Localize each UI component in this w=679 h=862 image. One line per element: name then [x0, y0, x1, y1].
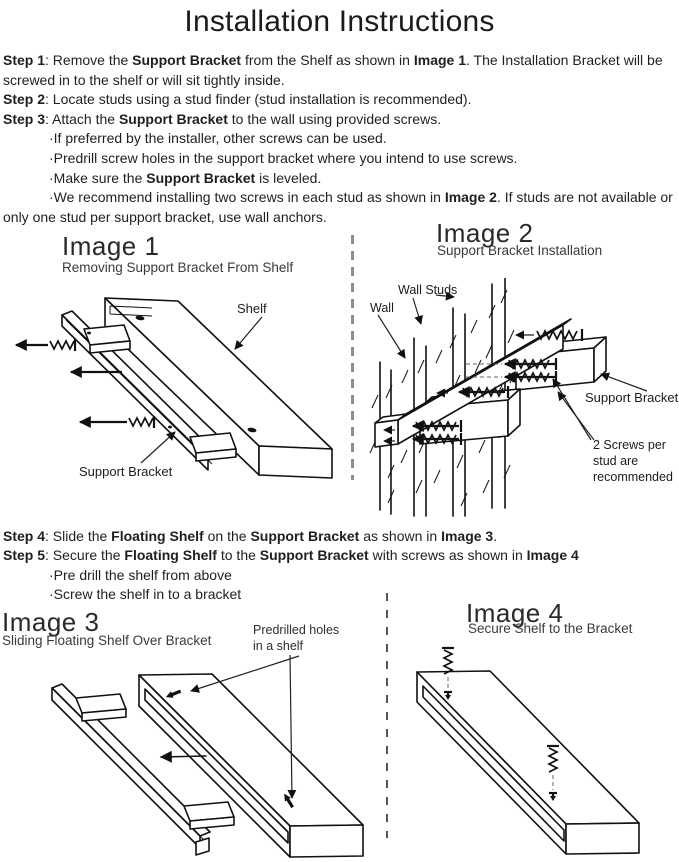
instruction-line [3, 51, 679, 90]
instruction-line [3, 566, 679, 585]
body-text: . If studs are not available or only one stud per support bracket, use wall anchors. [3, 189, 673, 225]
emphasis-text: Step 2 [3, 91, 46, 108]
emphasis-text: Floating Shelf [111, 528, 204, 544]
emphasis-text: Support Bracket [146, 169, 256, 186]
figure2-heading: Image 2 [436, 218, 534, 248]
emphasis-text: Image 3 [441, 528, 494, 544]
label-support-bracket: Support Bracket [585, 390, 679, 405]
body-text: with screws as shown in [368, 547, 527, 564]
label-screws-note-line3: recommended [593, 470, 673, 484]
emphasis-text: Support Bracket [118, 110, 228, 127]
emphasis-text: Support Bracket [132, 52, 242, 68]
screw-icon [129, 418, 153, 426]
body-text: : Secure the [45, 547, 125, 564]
figure1-diagram [0, 285, 355, 515]
label-shelf: Shelf [237, 301, 267, 316]
label-predrilled-line1: Predrilled holes [253, 623, 340, 637]
figure1-subtitle: Removing Support Bracket From Shelf [62, 260, 294, 275]
body-text: as shown in [359, 528, 442, 544]
instructions-steps-4-5 [3, 527, 679, 604]
figure3-heading: Image 3 [2, 607, 100, 637]
figure2-subtitle: Support Bracket Installation [437, 243, 603, 258]
page-title: Installation Instructions [184, 5, 495, 38]
body-text: to the [216, 547, 260, 564]
figure3-diagram [0, 652, 390, 862]
figure4-subtitle: Secure Shelf to the Bracket [468, 621, 633, 636]
body-text: ·Pre drill the shelf from above [49, 566, 232, 583]
body-text: ·We recommend installing two screws in each stud as shown in [49, 189, 445, 206]
instruction-line [3, 527, 679, 546]
body-text: : Remove the [45, 52, 133, 68]
label-wall-studs: Wall Studs [398, 283, 458, 297]
figure4-heading: Image 4 [466, 598, 564, 628]
instructions-steps-1-3 [3, 51, 679, 227]
floating-shelf-illustration [417, 671, 639, 854]
body-text: to the wall using provided screws. [227, 110, 442, 127]
screw-icon [50, 341, 74, 349]
body-text: ·If preferred by the installer, other screws can be used. [49, 130, 387, 147]
instruction-line [3, 585, 679, 604]
label-predrilled-holes [253, 622, 339, 654]
body-text: : Slide the [45, 528, 112, 544]
emphasis-text: Support Bracket [250, 528, 360, 544]
instruction-line [3, 169, 679, 189]
label-support-bracket: Support Bracket [79, 464, 173, 479]
figure3-subtitle: Sliding Floating Shelf Over Bracket [2, 633, 212, 648]
emphasis-text: Step 5 [3, 547, 46, 564]
label-wall: Wall [370, 301, 394, 315]
body-text: is leveled. [255, 169, 322, 186]
instruction-line [3, 149, 679, 169]
label-predrilled-line2: in a shelf [253, 639, 304, 653]
body-text: : Attach the [45, 110, 119, 127]
instruction-line [3, 188, 679, 227]
instruction-line [3, 90, 679, 110]
figure1-heading: Image 1 [62, 231, 160, 261]
emphasis-text: Step 4 [3, 528, 46, 544]
instruction-line [3, 110, 679, 130]
label-screws-note-line2: stud are [593, 454, 639, 468]
body-text: on the [203, 528, 251, 544]
emphasis-text: Image 4 [526, 547, 579, 564]
body-text: . The Installation Bracket will be screwed in to the shelf or will sit tightly inside. [3, 52, 663, 88]
emphasis-text: Image 1 [413, 52, 466, 68]
emphasis-text: Floating Shelf [124, 547, 217, 564]
emphasis-text: Step 1 [3, 52, 46, 68]
figure4-diagram [390, 640, 679, 862]
label-screws-note-line1: 2 Screws per [593, 438, 666, 452]
floating-shelf-illustration [139, 674, 363, 857]
body-text: ·Make sure the [49, 169, 147, 186]
body-text: from the Shelf as shown in [241, 52, 414, 68]
body-text: ·Predrill screw holes in the support bracket where you intend to use screws. [49, 149, 518, 166]
figure2-diagram [358, 278, 679, 520]
emphasis-text: Step 3 [3, 110, 46, 127]
instruction-line [3, 546, 679, 565]
emphasis-text: Support Bracket [259, 547, 369, 564]
emphasis-text: Image 2 [444, 189, 497, 206]
body-text: : Locate studs using a stud finder (stud installation is recommended). [45, 91, 472, 108]
screw-icon [444, 650, 452, 674]
body-text: ·Screw the shelf in to a bracket [49, 585, 242, 602]
instruction-line [3, 129, 679, 149]
body-text: . [493, 528, 498, 544]
